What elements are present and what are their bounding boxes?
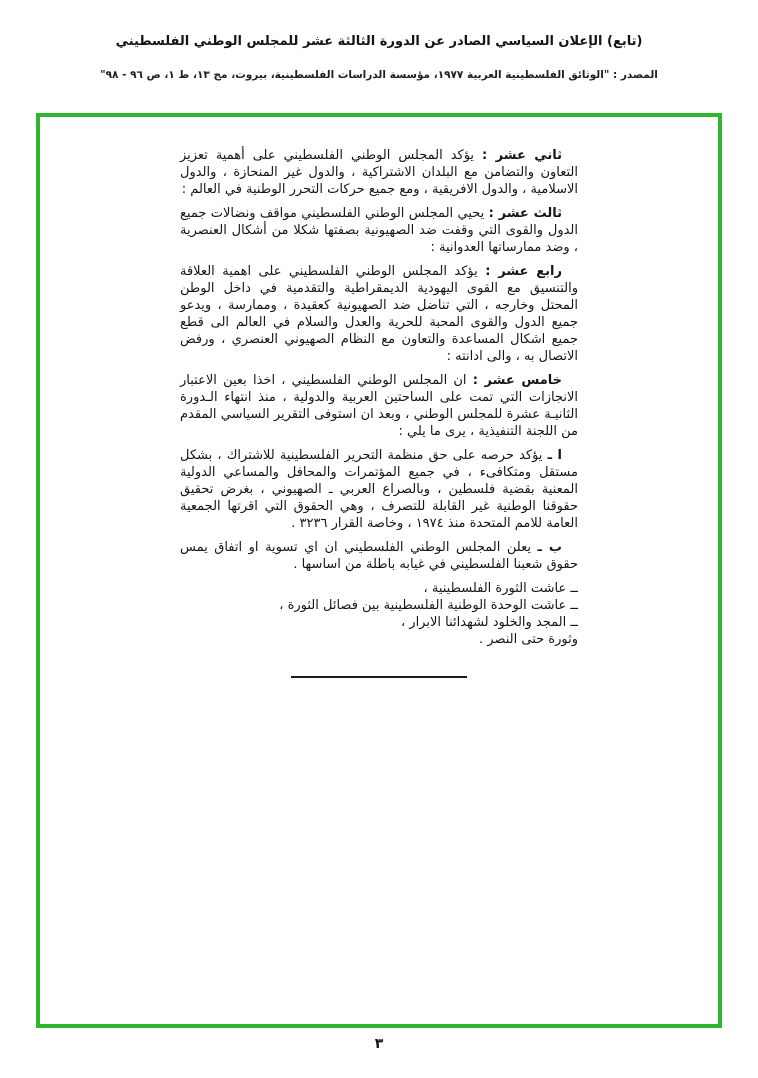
- paragraph-text: يؤكد المجلس الوطني الفلسطيني على أهمية تعزيز التعاون والتضامن مع البلدان الاشتراكية ، والدول غير المنحازة ، والدول الاسلامية ، والدول الافريقية ، ومع جميع حركات التحرر الوطنية في العالم :: [180, 148, 578, 197]
- paragraph-lead: ب ـ: [537, 540, 562, 555]
- closing-line: وثورة حتى النصر .: [479, 632, 578, 647]
- paragraph-lead: ثالث عشر :: [488, 206, 562, 221]
- paragraph-twelfth: [180, 147, 578, 198]
- closing-slogans: [180, 580, 578, 648]
- paragraph-text: يعلن المجلس الوطني الفلسطيني ان اي تسوية او اتفاق يمس حقوق شعبنا الفلسطيني في غيابه باطلة من اساسها .: [180, 540, 578, 572]
- paragraph-lead: خامس عشر :: [472, 373, 563, 388]
- paragraph-fifteenth: [180, 372, 578, 440]
- document-frame: [36, 113, 722, 1028]
- page-header: [0, 34, 758, 81]
- paragraph-fourteenth: [180, 263, 578, 365]
- closing-line: ــ عاشت الثورة الفلسطينية ،: [423, 581, 578, 596]
- paragraph-text: ان المجلس الوطني الفلسطيني ، اخذا بعين الاعتبار الانجازات التي تمت على الساحتين العربية والدولية ، منذ انتهاء الـدورة الثانيـة عشرة للمجلس الوطني ، وبعد ان استوفى التقرير السياسي المقدم من اللجنة التنفيذية ، يرى ما يلي :: [180, 373, 578, 439]
- paragraph-text: يؤكد حرصه على حق منظمة التحرير الفلسطينية للاشتراك ، بشكل مستقل ومتكافىء ، في جميع المؤتمرات والمحافل والمساعي الدولية المعنية بقضية فلسطين ، وبالصراع العربي ـ الصهيوني ، بغرض تحقيق حقوقنا الوطنية غير القابلة للتصرف ، وهي الحقوق التي اقرتها الجمعية العامة للامم المتحدة منذ ١٩٧٤ ، وخاصة القرار ٣٢٣٦ .: [180, 448, 578, 531]
- document-text: [180, 147, 578, 648]
- paragraph-item-a: [180, 447, 578, 532]
- paragraph-text: يحيي المجلس الوطني الفلسطيني مواقف ونضالات جميع الدول والقوى التي وقفت ضد الصهيونية بصفتها شكلا من أشكال العنصرية ، وضد ممارساتها العدوانية :: [180, 206, 578, 255]
- source-line: المصدر : "الوثائق الفلسطينية العربية ١٩٧٧، مؤسسة الدراسات الفلسطينية، بيروت، مج ١٣، ط ١، ص ٩٦ - ٩٨": [100, 69, 658, 81]
- paragraph-lead: ثاني عشر :: [482, 148, 563, 163]
- paragraph-text: يؤكد المجلس الوطني الفلسطيني على اهمية العلاقة والتنسيق مع القوى اليهودية الديمقراطية والتقدمية في داخل الوطن المحتل وخارجه ، التي تناضل ضد الصهيونية كعقيدة ، وممارسة ، ويدعو جميع الدول والقوى المحبة للحرية والعدل والسلام في العالم الى قطع جميع اشكال المساعدة والتعاون مع النظام الصهيوني العنصري ، ورفض الاتصال به ، والى ادانته :: [180, 264, 578, 364]
- paragraph-lead: ا ـ: [547, 448, 562, 463]
- divider-line: [291, 676, 467, 678]
- paragraph-thirteenth: [180, 205, 578, 256]
- document-title: (تابع) الإعلان السياسي الصادر عن الدورة الثالثة عشر للمجلس الوطني الفلسطيني: [115, 34, 643, 49]
- page-number: ٣: [374, 1036, 384, 1052]
- paragraph-lead: رابع عشر :: [485, 264, 562, 279]
- paragraph-item-b: [180, 539, 578, 573]
- closing-line: ــ المجد والخلود لشهدائنا الابرار ،: [400, 615, 578, 630]
- closing-line: ــ عاشت الوحدة الوطنية الفلسطينية بين فصائل الثورة ،: [279, 598, 578, 613]
